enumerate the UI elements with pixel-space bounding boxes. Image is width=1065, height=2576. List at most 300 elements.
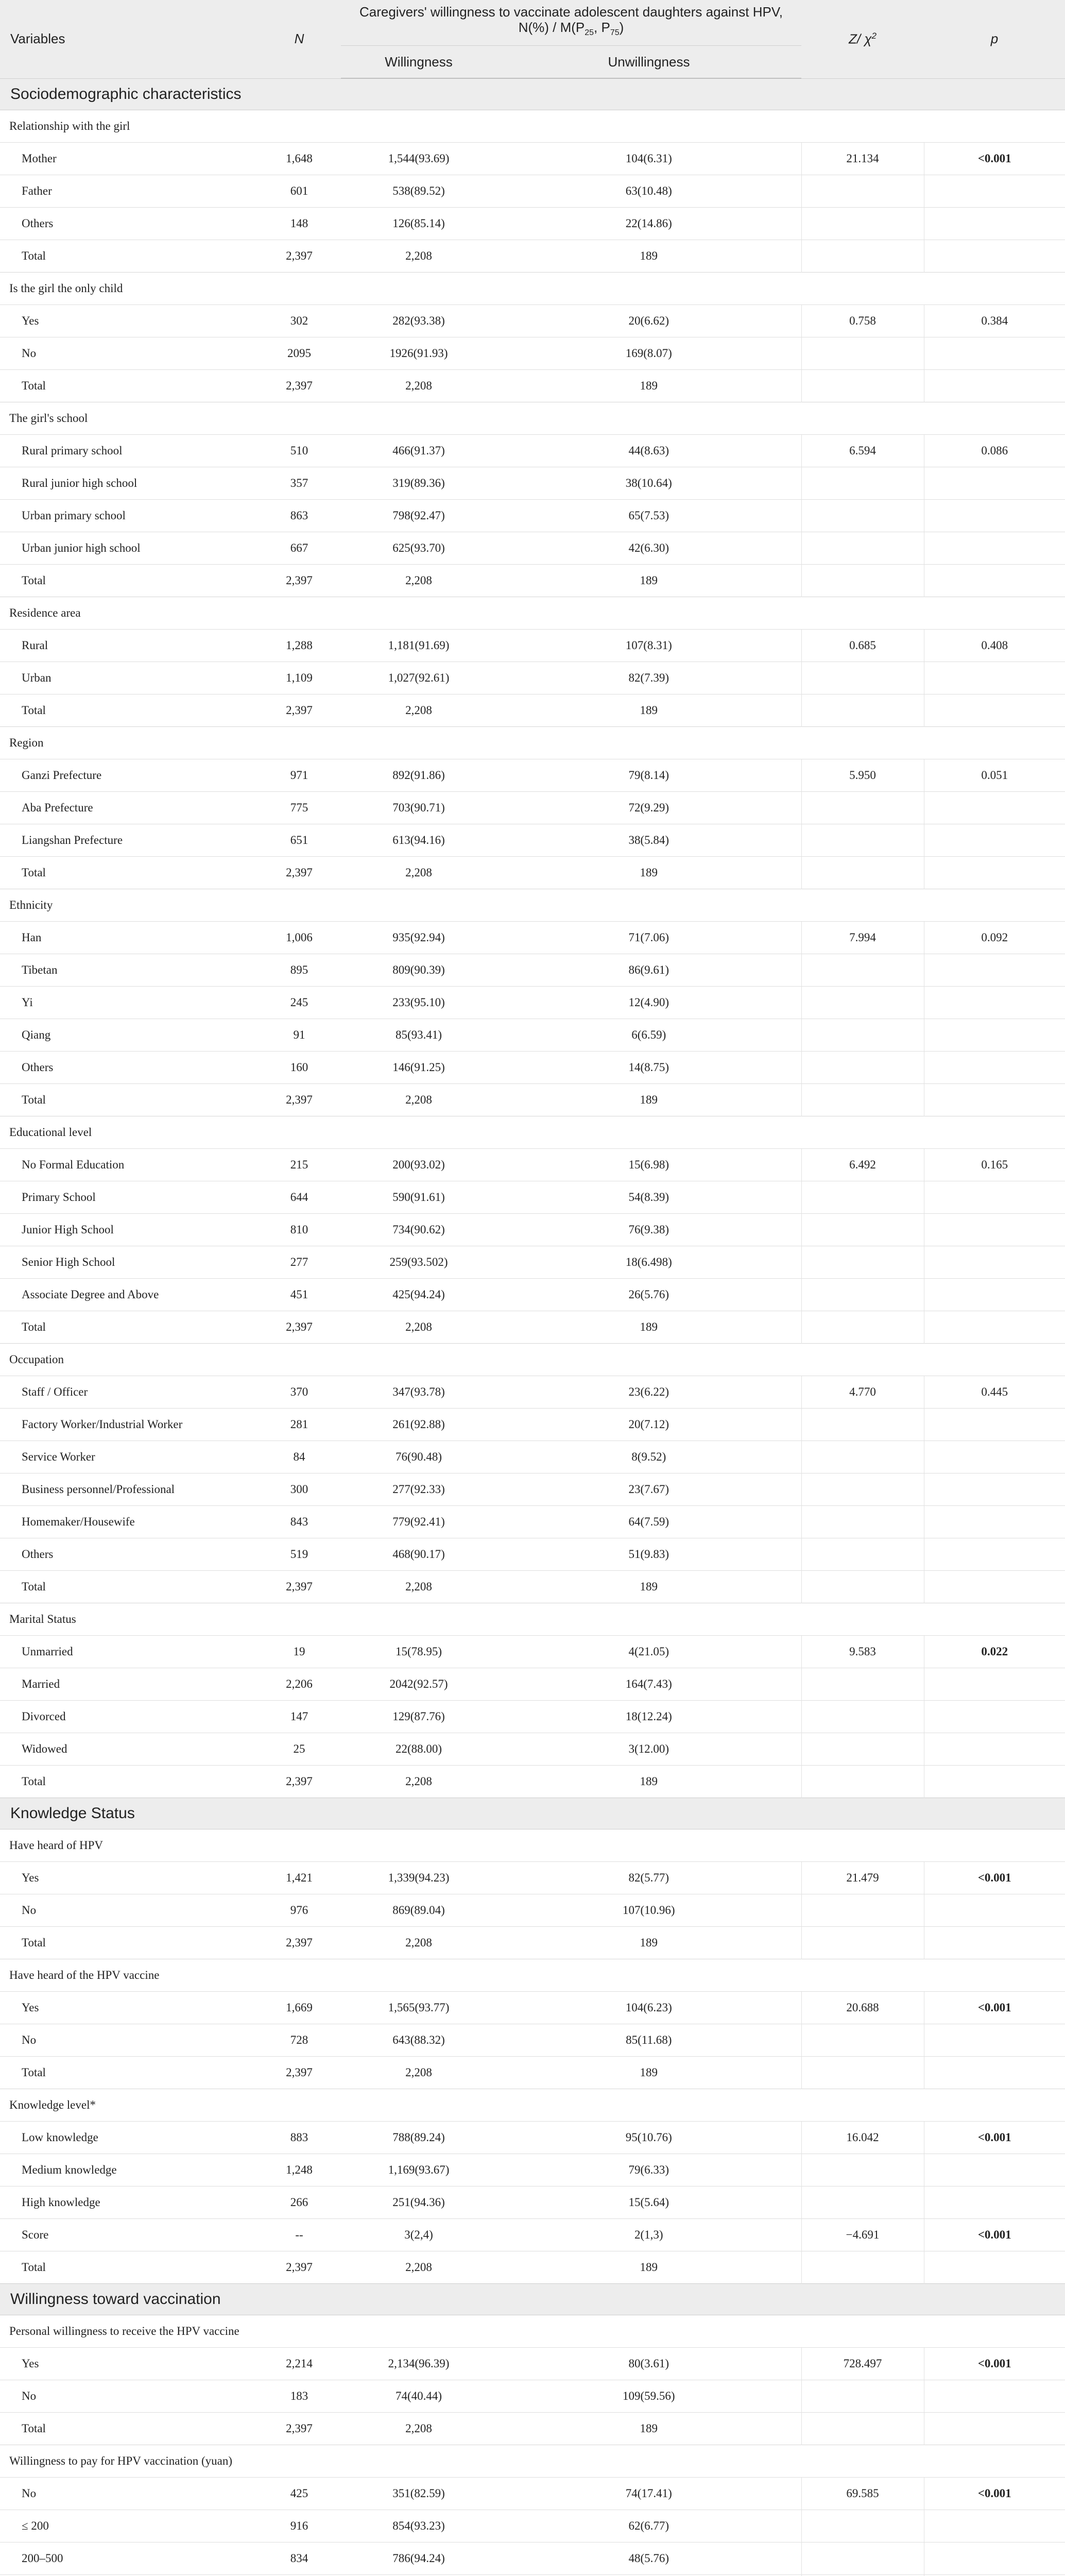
- cell-unwillingness: 95(10.76): [496, 2122, 801, 2154]
- cell-n: 425: [257, 2478, 341, 2510]
- cell-statistic: [801, 1473, 924, 1506]
- cell-statistic: 20.688: [801, 1992, 924, 2024]
- cell-p-value: [924, 857, 1065, 889]
- cell-unwillingness: 79(6.33): [496, 2154, 801, 2187]
- row-label: Homemaker/Housewife: [0, 1506, 257, 1538]
- row-label: Total: [0, 2413, 257, 2445]
- row-label: No: [0, 1894, 257, 1927]
- cell-statistic: [801, 1733, 924, 1766]
- cell-p-value: [924, 987, 1065, 1019]
- cell-willingness: 468(90.17): [341, 1538, 496, 1571]
- row-label: Aba Prefecture: [0, 792, 257, 824]
- cell-willingness: 869(89.04): [341, 1894, 496, 1927]
- row-label: No: [0, 2380, 257, 2413]
- cell-willingness: 2,208: [341, 1084, 496, 1116]
- cell-p-value: [924, 1506, 1065, 1538]
- cell-n: 91: [257, 1019, 341, 1052]
- cell-unwillingness: 104(6.31): [496, 143, 801, 175]
- cell-n: 2,397: [257, 240, 341, 273]
- variable-group-title: Knowledge level*: [0, 2089, 1065, 2122]
- cell-statistic: [801, 532, 924, 565]
- section-title: Willingness toward vaccination: [0, 2284, 1065, 2315]
- cell-statistic: 0.685: [801, 630, 924, 662]
- cell-n: 2,397: [257, 694, 341, 727]
- table-row: [0, 2348, 1065, 2380]
- header-end: ): [619, 20, 624, 36]
- cell-n: 1,669: [257, 1992, 341, 2024]
- cell-statistic: [801, 662, 924, 694]
- cell-statistic: [801, 565, 924, 597]
- table-row: [0, 2187, 1065, 2219]
- cell-willingness: 200(93.02): [341, 1149, 496, 1181]
- cell-unwillingness: 44(8.63): [496, 435, 801, 467]
- cell-willingness: 935(92.94): [341, 922, 496, 954]
- cell-p-value: [924, 2187, 1065, 2219]
- variable-group-title: Willingness to pay for HPV vaccination (yuan): [0, 2445, 1065, 2478]
- cell-p-value: [924, 1409, 1065, 1441]
- cell-n: 84: [257, 1441, 341, 1473]
- cell-statistic: [801, 1052, 924, 1084]
- section-header-row: [0, 2284, 1065, 2315]
- cell-n: 302: [257, 305, 341, 337]
- cell-n: 2,397: [257, 370, 341, 402]
- cell-statistic: [801, 1927, 924, 1959]
- cell-p-value: [924, 1701, 1065, 1733]
- table-row: [0, 435, 1065, 467]
- cell-n: 160: [257, 1052, 341, 1084]
- cell-statistic: [801, 1538, 924, 1571]
- cell-n: 651: [257, 824, 341, 857]
- cell-statistic: [801, 954, 924, 987]
- header-z-text: Z/ χ: [849, 31, 872, 47]
- cell-willingness: 2,208: [341, 370, 496, 402]
- table-row: [0, 922, 1065, 954]
- cell-unwillingness: 104(6.23): [496, 1992, 801, 2024]
- variable-group-title: Relationship with the girl: [0, 110, 1065, 143]
- variable-group-title: Have heard of the HPV vaccine: [0, 1959, 1065, 1992]
- cell-n: 370: [257, 1376, 341, 1409]
- cell-unwillingness: 189: [496, 2251, 801, 2284]
- table-row: [0, 1409, 1065, 1441]
- table-row: [0, 1019, 1065, 1052]
- cell-willingness: 74(40.44): [341, 2380, 496, 2413]
- cell-statistic: 21.134: [801, 143, 924, 175]
- cell-p-value: [924, 1733, 1065, 1766]
- row-label: Divorced: [0, 1701, 257, 1733]
- cell-willingness: 347(93.78): [341, 1376, 496, 1409]
- cell-willingness: 2,208: [341, 1571, 496, 1603]
- variable-group-row: [0, 889, 1065, 922]
- table-row: [0, 1733, 1065, 1766]
- table-header: [0, 0, 1065, 78]
- row-label: Yes: [0, 2348, 257, 2380]
- row-label: Junior High School: [0, 1214, 257, 1246]
- table-row: [0, 1538, 1065, 1571]
- cell-willingness: 779(92.41): [341, 1506, 496, 1538]
- cell-unwillingness: 14(8.75): [496, 1052, 801, 1084]
- cell-unwillingness: 18(12.24): [496, 1701, 801, 1733]
- row-label: Rural primary school: [0, 435, 257, 467]
- row-label: Total: [0, 857, 257, 889]
- cell-willingness: 2,208: [341, 1927, 496, 1959]
- row-label: Factory Worker/Industrial Worker: [0, 1409, 257, 1441]
- cell-n: 644: [257, 1181, 341, 1214]
- variable-group-row: [0, 2089, 1065, 2122]
- cell-n: 1,248: [257, 2154, 341, 2187]
- cell-willingness: 126(85.14): [341, 208, 496, 240]
- cell-n: 1,648: [257, 143, 341, 175]
- cell-statistic: 5.950: [801, 759, 924, 792]
- cell-unwillingness: 82(7.39): [496, 662, 801, 694]
- cell-p-value: [924, 2380, 1065, 2413]
- cell-unwillingness: 48(5.76): [496, 2543, 801, 2575]
- table-row: [0, 2478, 1065, 2510]
- cell-p-value: <0.001: [924, 143, 1065, 175]
- cell-unwillingness: 65(7.53): [496, 500, 801, 532]
- cell-p-value: [924, 1927, 1065, 1959]
- cell-statistic: [801, 2510, 924, 2543]
- table-row: [0, 2510, 1065, 2543]
- variable-group-title: Educational level: [0, 1116, 1065, 1149]
- cell-statistic: [801, 337, 924, 370]
- cell-unwillingness: 15(6.98): [496, 1149, 801, 1181]
- variable-group-row: [0, 402, 1065, 435]
- cell-statistic: 4.770: [801, 1376, 924, 1409]
- cell-willingness: 2,208: [341, 2057, 496, 2089]
- header-caregivers-text: Caregivers' willingness to vaccinate adolescent daughters against HPV, N(%) / M(P: [359, 4, 783, 36]
- variable-group-row: [0, 2315, 1065, 2348]
- cell-p-value: [924, 1894, 1065, 1927]
- cell-unwillingness: 51(9.83): [496, 1538, 801, 1571]
- cell-p-value: <0.001: [924, 1862, 1065, 1894]
- cell-p-value: [924, 2024, 1065, 2057]
- table-row: [0, 2024, 1065, 2057]
- cell-willingness: 643(88.32): [341, 2024, 496, 2057]
- row-label: Associate Degree and Above: [0, 1279, 257, 1311]
- cell-unwillingness: 80(3.61): [496, 2348, 801, 2380]
- row-label: Urban primary school: [0, 500, 257, 532]
- cell-unwillingness: 189: [496, 2057, 801, 2089]
- table-row: [0, 1473, 1065, 1506]
- cell-p-value: [924, 208, 1065, 240]
- cell-unwillingness: 20(7.12): [496, 1409, 801, 1441]
- cell-statistic: [801, 208, 924, 240]
- cell-statistic: [801, 2024, 924, 2057]
- cell-unwillingness: 6(6.59): [496, 1019, 801, 1052]
- header-z-sup: 2: [871, 30, 877, 41]
- cell-unwillingness: 107(10.96): [496, 1894, 801, 1927]
- cell-p-value: [924, 370, 1065, 402]
- cell-n: 357: [257, 467, 341, 500]
- section-header-row: [0, 1798, 1065, 1829]
- cell-p-value: [924, 1538, 1065, 1571]
- row-label: No: [0, 2024, 257, 2057]
- table-row: [0, 2380, 1065, 2413]
- cell-p-value: [924, 2154, 1065, 2187]
- cell-n: 834: [257, 2543, 341, 2575]
- cell-statistic: [801, 987, 924, 1019]
- cell-unwillingness: 189: [496, 1311, 801, 1344]
- cell-willingness: 319(89.36): [341, 467, 496, 500]
- table-row: [0, 532, 1065, 565]
- row-label: Primary School: [0, 1181, 257, 1214]
- table-row: [0, 1668, 1065, 1701]
- cell-willingness: 251(94.36): [341, 2187, 496, 2219]
- cell-p-value: [924, 2413, 1065, 2445]
- row-label: Total: [0, 2251, 257, 2284]
- cell-n: 215: [257, 1149, 341, 1181]
- cell-willingness: 1,169(93.67): [341, 2154, 496, 2187]
- cell-n: 2,397: [257, 857, 341, 889]
- cell-n: 451: [257, 1279, 341, 1311]
- cell-statistic: [801, 1506, 924, 1538]
- table-row: [0, 175, 1065, 208]
- row-label: Total: [0, 370, 257, 402]
- variable-group-title: Region: [0, 727, 1065, 759]
- table-row: [0, 1927, 1065, 1959]
- variable-group-title: Personal willingness to receive the HPV vaccine: [0, 2315, 1065, 2348]
- table-row: [0, 1279, 1065, 1311]
- table-row: [0, 662, 1065, 694]
- row-label: Total: [0, 565, 257, 597]
- cell-unwillingness: 189: [496, 694, 801, 727]
- cell-unwillingness: 189: [496, 240, 801, 273]
- row-label: Total: [0, 1927, 257, 1959]
- table-row: [0, 987, 1065, 1019]
- cell-p-value: [924, 1279, 1065, 1311]
- cell-p-value: [924, 694, 1065, 727]
- cell-n: 266: [257, 2187, 341, 2219]
- row-label: Han: [0, 922, 257, 954]
- cell-willingness: 892(91.86): [341, 759, 496, 792]
- cell-unwillingness: 42(6.30): [496, 532, 801, 565]
- table-row: [0, 240, 1065, 273]
- cell-statistic: [801, 2380, 924, 2413]
- cell-p-value: [924, 2251, 1065, 2284]
- cell-statistic: [801, 1246, 924, 1279]
- row-label: Score: [0, 2219, 257, 2251]
- cell-unwillingness: 76(9.38): [496, 1214, 801, 1246]
- cell-willingness: 809(90.39): [341, 954, 496, 987]
- cell-willingness: 2,208: [341, 2251, 496, 2284]
- variable-group-title: Occupation: [0, 1344, 1065, 1376]
- cell-willingness: 1,544(93.69): [341, 143, 496, 175]
- cell-n: --: [257, 2219, 341, 2251]
- cell-p-value: [924, 467, 1065, 500]
- cell-n: 2,397: [257, 1311, 341, 1344]
- header-unwillingness: Unwillingness: [496, 46, 801, 79]
- cell-p-value: [924, 2543, 1065, 2575]
- row-label: Total: [0, 1766, 257, 1798]
- cell-p-value: [924, 500, 1065, 532]
- cell-willingness: 1,565(93.77): [341, 1992, 496, 2024]
- cell-n: 2,397: [257, 565, 341, 597]
- cell-p-value: [924, 1311, 1065, 1344]
- cell-n: 519: [257, 1538, 341, 1571]
- variable-group-title: Is the girl the only child: [0, 273, 1065, 305]
- table-row: [0, 1992, 1065, 2024]
- cell-unwillingness: 189: [496, 2413, 801, 2445]
- cell-p-value: 0.092: [924, 922, 1065, 954]
- row-label: Total: [0, 240, 257, 273]
- cell-willingness: 1,181(91.69): [341, 630, 496, 662]
- cell-p-value: [924, 1766, 1065, 1798]
- variable-group-title: Residence area: [0, 597, 1065, 630]
- cell-statistic: [801, 175, 924, 208]
- table-row: [0, 467, 1065, 500]
- cell-unwillingness: 23(6.22): [496, 1376, 801, 1409]
- row-label: High knowledge: [0, 2187, 257, 2219]
- cell-willingness: 351(82.59): [341, 2478, 496, 2510]
- table-row: [0, 1571, 1065, 1603]
- cell-statistic: [801, 2543, 924, 2575]
- table-row: [0, 305, 1065, 337]
- cell-n: 775: [257, 792, 341, 824]
- cell-p-value: [924, 824, 1065, 857]
- table-row: [0, 2122, 1065, 2154]
- cell-unwillingness: 15(5.64): [496, 2187, 801, 2219]
- cell-p-value: [924, 662, 1065, 694]
- cell-willingness: 2,208: [341, 2413, 496, 2445]
- cell-n: 510: [257, 435, 341, 467]
- cell-willingness: 798(92.47): [341, 500, 496, 532]
- row-label: Rural junior high school: [0, 467, 257, 500]
- cell-p-value: [924, 1441, 1065, 1473]
- table-row: [0, 337, 1065, 370]
- cell-statistic: [801, 2413, 924, 2445]
- cell-unwillingness: 20(6.62): [496, 305, 801, 337]
- row-label: Medium knowledge: [0, 2154, 257, 2187]
- cell-unwillingness: 189: [496, 1766, 801, 1798]
- cell-willingness: 3(2,4): [341, 2219, 496, 2251]
- table-row: [0, 2154, 1065, 2187]
- cell-n: 728: [257, 2024, 341, 2057]
- table-row: [0, 143, 1065, 175]
- cell-n: 2,206: [257, 1668, 341, 1701]
- cell-statistic: 69.585: [801, 2478, 924, 2510]
- row-label: Father: [0, 175, 257, 208]
- variable-group-row: [0, 727, 1065, 759]
- row-label: Liangshan Prefecture: [0, 824, 257, 857]
- cell-n: 2095: [257, 337, 341, 370]
- cell-p-value: [924, 792, 1065, 824]
- cell-p-value: [924, 1668, 1065, 1701]
- row-label: Yes: [0, 1862, 257, 1894]
- row-label: Married: [0, 1668, 257, 1701]
- cell-n: 883: [257, 2122, 341, 2154]
- cell-n: 971: [257, 759, 341, 792]
- row-label: Others: [0, 208, 257, 240]
- cell-n: 277: [257, 1246, 341, 1279]
- variable-group-row: [0, 1344, 1065, 1376]
- cell-statistic: 7.994: [801, 922, 924, 954]
- row-label: Widowed: [0, 1733, 257, 1766]
- row-label: Urban junior high school: [0, 532, 257, 565]
- row-label: Service Worker: [0, 1441, 257, 1473]
- header-z-chi2: [801, 0, 924, 78]
- row-label: Total: [0, 1311, 257, 1344]
- cell-unwillingness: 164(7.43): [496, 1668, 801, 1701]
- cell-willingness: 2042(92.57): [341, 1668, 496, 1701]
- cell-willingness: 2,208: [341, 1311, 496, 1344]
- cell-willingness: 466(91.37): [341, 435, 496, 467]
- variable-group-row: [0, 1829, 1065, 1862]
- cell-unwillingness: 169(8.07): [496, 337, 801, 370]
- table-row: [0, 500, 1065, 532]
- cell-n: 183: [257, 2380, 341, 2413]
- variable-group-row: [0, 597, 1065, 630]
- cell-n: 2,397: [257, 1571, 341, 1603]
- cell-n: 810: [257, 1214, 341, 1246]
- row-label: Low knowledge: [0, 2122, 257, 2154]
- row-label: Others: [0, 1052, 257, 1084]
- cell-n: 2,397: [257, 1084, 341, 1116]
- cell-unwillingness: 2(1,3): [496, 2219, 801, 2251]
- cell-unwillingness: 189: [496, 370, 801, 402]
- cell-willingness: 854(93.23): [341, 2510, 496, 2543]
- table-body: [0, 78, 1065, 2576]
- row-label: 200–500: [0, 2543, 257, 2575]
- row-label: Total: [0, 1084, 257, 1116]
- table-row: [0, 1246, 1065, 1279]
- cell-statistic: [801, 1668, 924, 1701]
- cell-unwillingness: 38(10.64): [496, 467, 801, 500]
- cell-unwillingness: 4(21.05): [496, 1636, 801, 1668]
- cell-unwillingness: 54(8.39): [496, 1181, 801, 1214]
- cell-p-value: 0.408: [924, 630, 1065, 662]
- table-row: [0, 630, 1065, 662]
- cell-willingness: 786(94.24): [341, 2543, 496, 2575]
- cell-willingness: 590(91.61): [341, 1181, 496, 1214]
- row-label: Mother: [0, 143, 257, 175]
- cell-unwillingness: 189: [496, 1571, 801, 1603]
- header-n: N: [257, 0, 341, 78]
- cell-unwillingness: 62(6.77): [496, 2510, 801, 2543]
- row-label: Staff / Officer: [0, 1376, 257, 1409]
- cell-willingness: 425(94.24): [341, 1279, 496, 1311]
- cell-statistic: [801, 1181, 924, 1214]
- table-row: [0, 2057, 1065, 2089]
- cell-p-value: [924, 1181, 1065, 1214]
- cell-unwillingness: 109(59.56): [496, 2380, 801, 2413]
- cell-n: 843: [257, 1506, 341, 1538]
- cell-n: 863: [257, 500, 341, 532]
- cell-willingness: 261(92.88): [341, 1409, 496, 1441]
- cell-p-value: [924, 954, 1065, 987]
- table-row: [0, 1766, 1065, 1798]
- cell-n: 281: [257, 1409, 341, 1441]
- cell-statistic: [801, 1441, 924, 1473]
- variable-group-row: [0, 1116, 1065, 1149]
- cell-n: 19: [257, 1636, 341, 1668]
- table-row: [0, 565, 1065, 597]
- cell-statistic: [801, 2057, 924, 2089]
- cell-willingness: 1,027(92.61): [341, 662, 496, 694]
- table-row: [0, 792, 1065, 824]
- table-row: [0, 1636, 1065, 1668]
- row-label: Yi: [0, 987, 257, 1019]
- table-row: [0, 1149, 1065, 1181]
- cell-willingness: 282(93.38): [341, 305, 496, 337]
- cell-unwillingness: 26(5.76): [496, 1279, 801, 1311]
- variable-group-row: [0, 1603, 1065, 1636]
- table-row: [0, 694, 1065, 727]
- cell-willingness: 2,208: [341, 694, 496, 727]
- cell-willingness: 259(93.502): [341, 1246, 496, 1279]
- cell-statistic: [801, 792, 924, 824]
- cell-willingness: 625(93.70): [341, 532, 496, 565]
- cell-p-value: [924, 337, 1065, 370]
